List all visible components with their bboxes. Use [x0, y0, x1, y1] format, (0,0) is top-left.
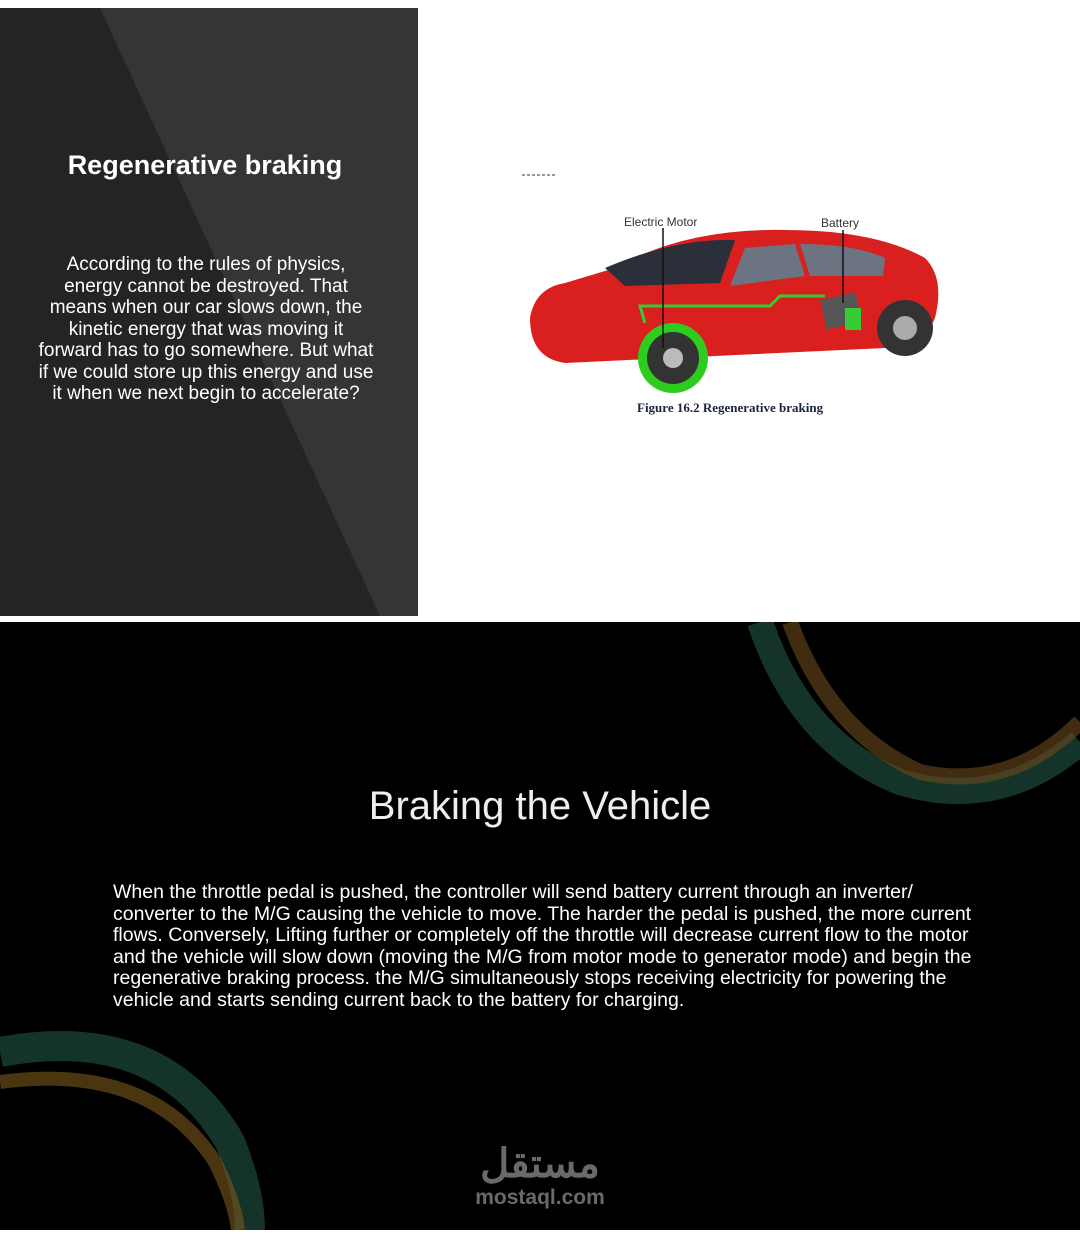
- label-battery: Battery: [821, 216, 860, 230]
- watermark-arabic: مستقل: [480, 1142, 600, 1186]
- label-electric-motor: Electric Motor: [624, 215, 698, 229]
- text-panel: [0, 8, 418, 616]
- slide-braking-the-vehicle: [0, 622, 1080, 1230]
- slide-regenerative-braking: [0, 8, 1080, 616]
- watermark-latin: mostaql.com: [475, 1186, 605, 1209]
- car-figure: [505, 168, 965, 428]
- slide-body: According to the rules of physics, energy cannot be destroyed. That means when our car slows down, the kinetic energy that was moving it forward has to go somewhere. But what if we could store up this energy and use it when we next begin to accelerate?: [38, 254, 374, 404]
- mostaql-watermark: [440, 1142, 640, 1210]
- slide-body: When the throttle pedal is pushed, the controller will send battery current through an inverter/ converter to the M/G causing the vehicle to move. The harder the pedal is pushed, the more current flows. Conversely, Lifting further or completely off the throttle will decrease current flow to the motor and the vehicle will slow down (moving the M/G from motor mode to generator mode) and begin the regenerative braking process. the M/G simultaneously stops receiving electricity for powering the vehicle and starts sending current back to the battery for charging.: [113, 881, 972, 1011]
- slide-title: Braking the Vehicle: [368, 784, 712, 828]
- car-illustration: [505, 168, 965, 428]
- figure-caption: Figure 16.2 Regenerative braking: [637, 400, 824, 415]
- slide-title: Regenerative braking: [67, 150, 343, 180]
